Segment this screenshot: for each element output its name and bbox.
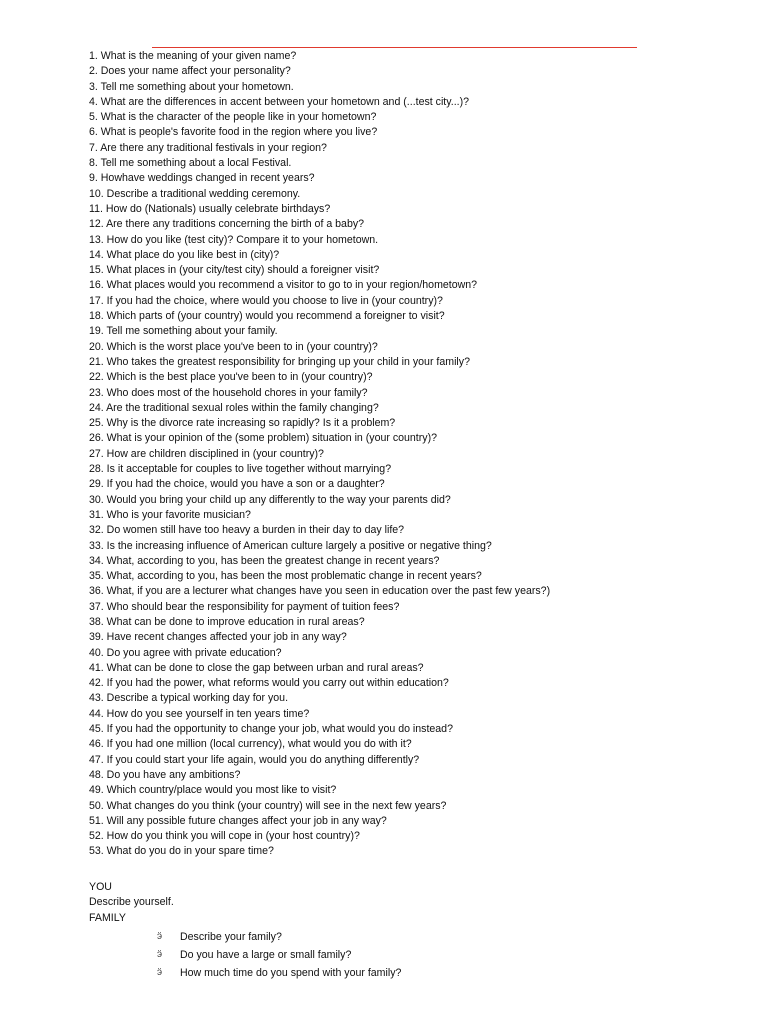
bullet-icon: ӭ xyxy=(157,948,163,960)
question-item: 26. What is your opinion of the (some problem) situation in (your country)? xyxy=(89,432,437,445)
question-item: 49. Which country/place would you most like to visit? xyxy=(89,784,337,797)
question-item: 2. Does your name affect your personality? xyxy=(89,65,291,78)
you-heading: YOU xyxy=(89,881,112,893)
question-item: 53. What do you do in your spare time? xyxy=(89,845,274,858)
header-rule xyxy=(152,47,637,48)
question-item: 1. What is the meaning of your given name? xyxy=(89,50,297,62)
family-bullet-text: Do you have a large or small family? xyxy=(180,948,352,961)
family-bullet-item xyxy=(89,946,401,964)
question-item: 40. Do you agree with private education? xyxy=(89,646,282,659)
question-item: 11. How do (Nationals) usually celebrate birthdays? xyxy=(89,202,331,215)
question-item: 48. Do you have any ambitions? xyxy=(89,768,241,781)
you-line: Describe yourself. xyxy=(89,896,174,909)
question-item: 7. Are there any traditional festivals in your region? xyxy=(89,141,327,154)
question-item: 20. Which is the worst place you've been to in (your country)? xyxy=(89,340,378,353)
question-item: 46. If you had one million (local currency), what would you do with it? xyxy=(89,738,412,751)
question-item: 9. Howhave weddings changed in recent years? xyxy=(89,172,315,185)
question-item: 8. Tell me something about a local Festival. xyxy=(89,157,292,170)
question-item: 13. How do you like (test city)? Compare it to your hometown. xyxy=(89,233,379,246)
question-item: 35. What, according to you, has been the most problematic change in recent years? xyxy=(89,570,482,583)
question-item: 3. Tell me something about your hometown. xyxy=(89,80,294,93)
question-item: 31. Who is your favorite musician? xyxy=(89,508,251,521)
question-item: 18. Which parts of (your country) would you recommend a foreigner to visit? xyxy=(89,310,445,323)
question-item: 25. Why is the divorce rate increasing so rapidly? Is it a problem? xyxy=(89,417,396,430)
question-item: 32. Do women still have too heavy a burden in their day to day life? xyxy=(89,524,405,537)
question-item: 10. Describe a traditional wedding ceremony. xyxy=(89,187,301,200)
question-item: 51. Will any possible future changes affect your job in any way? xyxy=(89,814,387,827)
question-item: 41. What can be done to close the gap between urban and rural areas? xyxy=(89,661,424,674)
question-item: 16. What places would you recommend a visitor to go to in your region/hometown? xyxy=(89,279,478,292)
question-item: 47. If you could start your life again, would you do anything differently? xyxy=(89,753,420,766)
question-item: 30. Would you bring your child up any differently to the way your parents did? xyxy=(89,493,451,506)
family-bullet-item xyxy=(89,928,401,946)
question-item: 34. What, according to you, has been the greatest change in recent years? xyxy=(89,554,440,567)
question-item: 23. Who does most of the household chores in your family? xyxy=(89,386,368,399)
question-item: 4. What are the differences in accent between your hometown and (...test city...)? xyxy=(89,95,470,108)
family-heading: FAMILY xyxy=(89,911,126,924)
family-bullet-text: How much time do you spend with your family? xyxy=(180,966,402,979)
question-item: 33. Is the increasing influence of American culture largely a positive or negative thing? xyxy=(89,539,492,552)
question-item: 14. What place do you like best in (city)? xyxy=(89,248,280,261)
family-bullet-item xyxy=(89,964,401,982)
question-item: 15. What places in (your city/test city) should a foreigner visit? xyxy=(89,264,380,277)
question-item: 24. Are the traditional sexual roles within the family changing? xyxy=(89,401,379,414)
question-item: 29. If you had the choice, would you have a son or a daughter? xyxy=(89,478,385,491)
question-item: 45. If you had the opportunity to change your job, what would you do instead? xyxy=(89,723,453,736)
bullet-icon: ӭ xyxy=(157,966,163,978)
question-item: 43. Describe a typical working day for you. xyxy=(89,692,289,705)
question-item: 39. Have recent changes affected your job in any way? xyxy=(89,631,347,644)
question-item: 42. If you had the power, what reforms would you carry out within education? xyxy=(89,677,449,690)
question-item: 6. What is people's favorite food in the region where you live? xyxy=(89,126,378,139)
question-item: 36. What, if you are a lecturer what changes have you seen in education over the past few years?) xyxy=(89,585,551,598)
family-bullet-text: Describe your family? xyxy=(180,930,282,943)
question-list xyxy=(89,49,550,860)
question-item: 52. How do you think you will cope in (your host country)? xyxy=(89,830,360,843)
question-item: 19. Tell me something about your family. xyxy=(89,325,278,338)
question-item: 27. How are children disciplined in (your country)? xyxy=(89,447,324,460)
question-item: 5. What is the character of the people like in your hometown? xyxy=(89,111,377,124)
question-item: 22. Which is the best place you've been to in (your country)? xyxy=(89,371,373,384)
question-item: 28. Is it acceptable for couples to live together without marrying? xyxy=(89,463,392,476)
question-item: 21. Who takes the greatest responsibility for bringing up your child in your family? xyxy=(89,355,470,368)
question-item: 44. How do you see yourself in ten years time? xyxy=(89,707,310,720)
question-item: 38. What can be done to improve education in rural areas? xyxy=(89,615,365,628)
bullet-icon: ӭ xyxy=(157,930,163,942)
question-item: 17. If you had the choice, where would you choose to live in (your country)? xyxy=(89,294,443,307)
question-item: 37. Who should bear the responsibility for payment of tuition fees? xyxy=(89,600,400,613)
family-bullet-list xyxy=(89,928,401,982)
lower-section xyxy=(89,880,401,982)
question-item: 12. Are there any traditions concerning the birth of a baby? xyxy=(89,218,365,231)
question-item: 50. What changes do you think (your country) will see in the next few years? xyxy=(89,799,447,812)
